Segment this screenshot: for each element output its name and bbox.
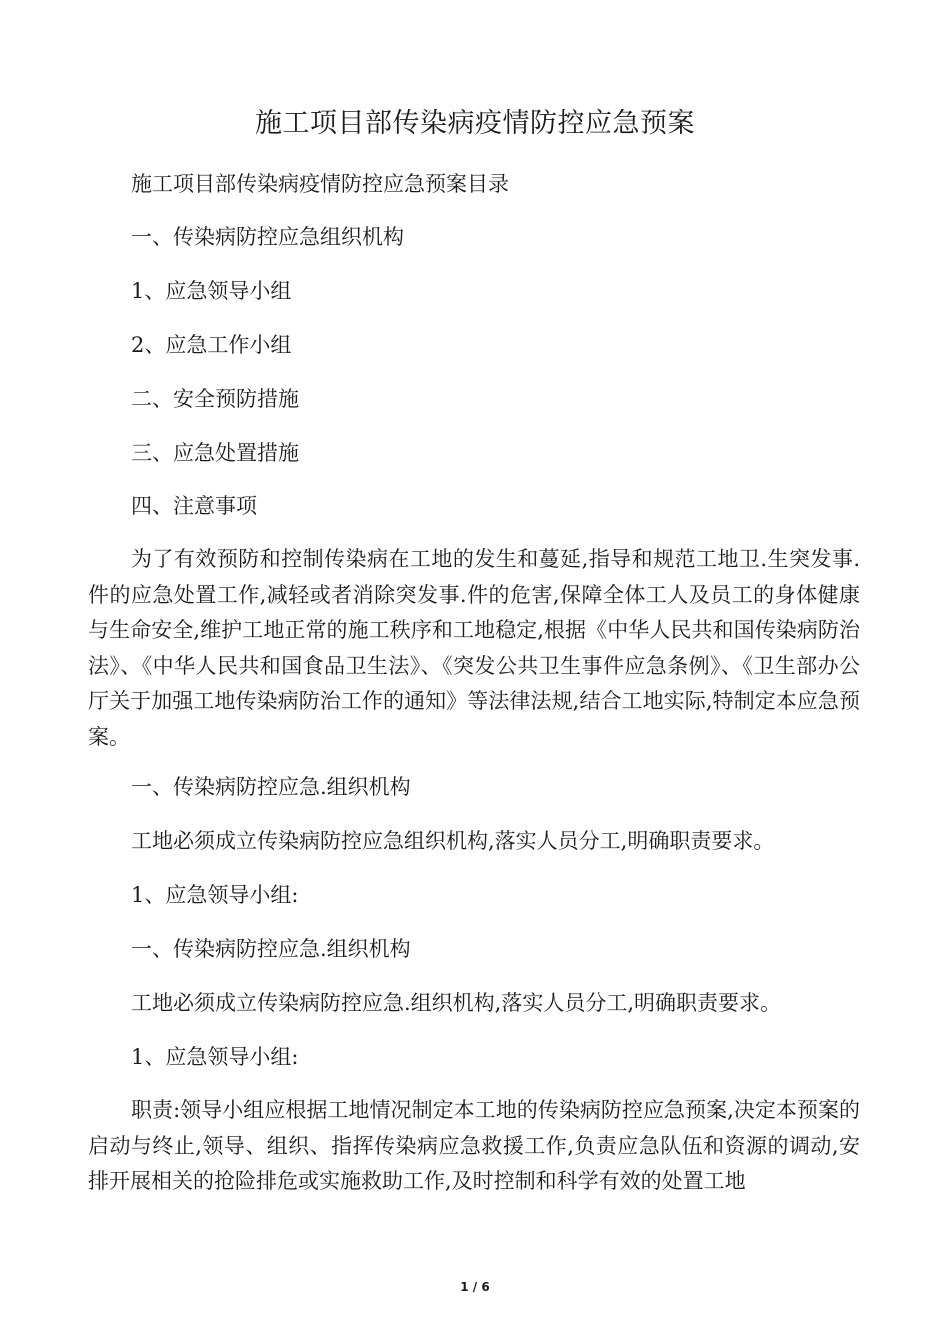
toc-item-6: 四、注意事项: [131, 494, 257, 518]
toc-item-5: 三、应急处置措施: [131, 441, 299, 465]
duty-paragraph: 职责:领导小组应根据工地情况制定本工地的传染病防控应急预案,决定本预案的启动与终止,领导、组织、指挥传染病应急救援工作,负责应急队伍和资源的调动,安排开展相关的抢险排危或实施救助工作,及时控制和科学有效的处置工地: [88, 1098, 860, 1193]
page-number: 1 / 6: [460, 1280, 490, 1294]
section-1-subheading-repeat: 1、应急领导小组:: [131, 1045, 299, 1069]
toc-item-3: 2、应急工作小组: [131, 333, 292, 357]
document-title: 施工项目部传染病疫情防控应急预案: [255, 108, 695, 139]
toc-item-2: 1、应急领导小组: [131, 279, 292, 303]
section-1-text-repeat: 工地必须成立传染病防控应急.组织机构,落实人员分工,明确职责要求。: [131, 991, 782, 1015]
section-1-heading: 一、传染病防控应急.组织机构: [131, 775, 411, 799]
toc-heading: 施工项目部传染病疫情防控应急预案目录: [131, 172, 509, 196]
intro-paragraph: 为了有效预防和控制传染病在工地的发生和蔓延,指导和规范工地卫.生突发事.件的应急处置工作,减轻或者消除突发事.件的危害,保障全体工人及员工的身体健康与生命安全,维护工地正常的施工秩序和工地稳定,根据《中华人民共和国传染病防治法》、《中华人民共和国食品卫生法》、《突发公共卫生事件应急条例》、《卫生部办公厅关于加强工地传染病防治工作的通知》等法律法规,结合工地实际,特制定本应急预案。: [88, 547, 860, 749]
toc-item-4: 二、安全预防措施: [131, 387, 299, 411]
section-1-subheading: 1、应急领导小组:: [131, 883, 299, 907]
section-1-heading-repeat: 一、传染病防控应急.组织机构: [131, 937, 411, 961]
section-1-text: 工地必须成立传染病防控应急组织机构,落实人员分工,明确职责要求。: [131, 829, 775, 853]
toc-item-1: 一、传染病防控应急组织机构: [131, 225, 404, 249]
